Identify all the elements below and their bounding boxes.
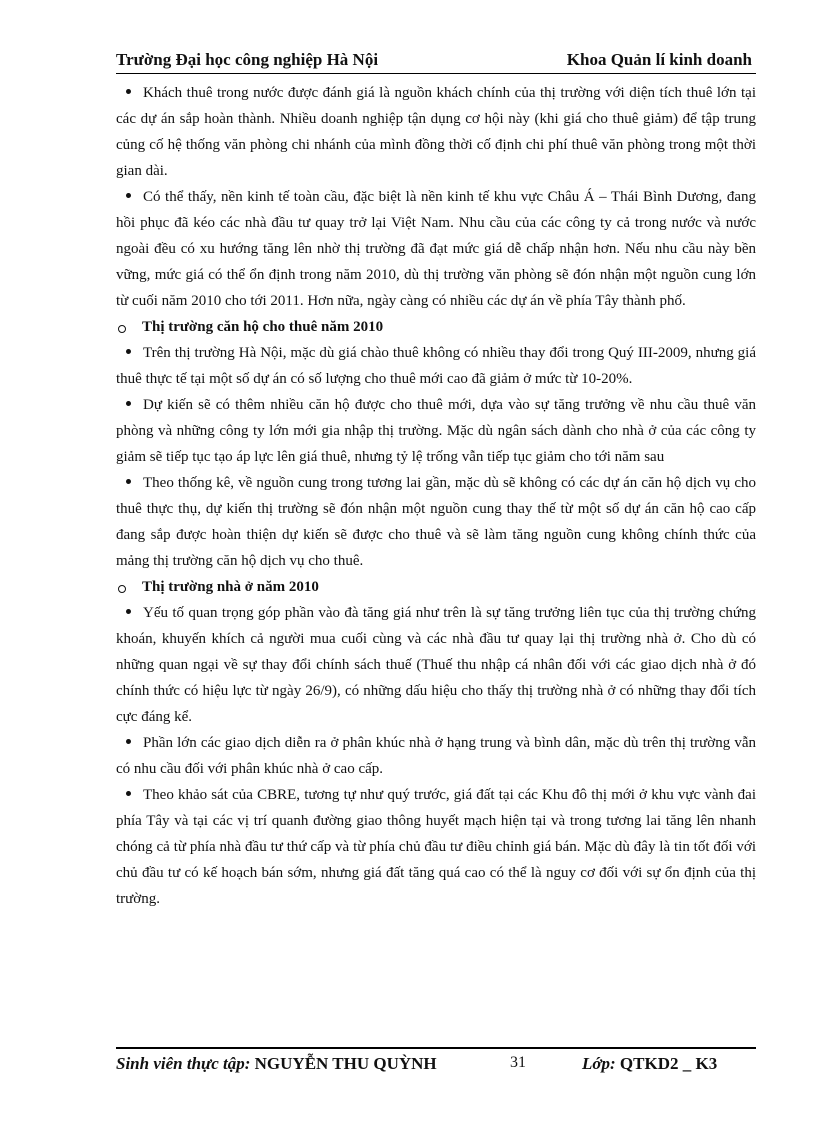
bullet-icon bbox=[126, 479, 131, 484]
section-heading: Thị trường nhà ở năm 2010 bbox=[116, 574, 756, 600]
section-heading: Thị trường căn hộ cho thuê năm 2010 bbox=[116, 314, 756, 340]
bullet-icon bbox=[126, 349, 131, 354]
class-name: QTKD2 _ K3 bbox=[619, 1054, 718, 1073]
class-label: Lớp: bbox=[582, 1054, 616, 1073]
bullet-icon bbox=[126, 193, 131, 198]
paragraph: Yếu tố quan trọng góp phần vào đà tăng giá như trên là sự tăng trưởng liên tục của thị trường chứng khoán, khuyến khích cả người mua cuối cùng và các nhà đầu tư quay lại thị trường nhà ở. Cho dù có những quan ngại về sự thay đổi chính sách thuế (Thuế thu nhập cá nhân đối với các giao dịch nhà ở đó chính thức có hiệu lực từ ngày 26/9), có những dấu hiệu cho thấy thị trường nhà ở có những thay đổi tích cực đáng kể. bbox=[116, 605, 756, 725]
paragraph: Theo khảo sát của CBRE, tương tự như quý trước, giá đất tại các Khu đô thị mới ở khu vực vành đai phía Tây và tại các vị trí quanh đường giao thông huyết mạch hiện tại và trong tương lai tăng lên nhanh chóng cả từ phía nhà đầu tư thứ cấp và từ phía chủ đầu tư điều chỉnh giá bán. Mặc dù đây là tin tốt đối với chủ đầu tư có kế hoạch bán sớm, nhưng giá đất tăng quá cao có thể là nguy cơ đối với sự ổn định của thị trường. bbox=[116, 787, 756, 907]
circle-bullet-icon bbox=[118, 585, 126, 593]
paragraph: Có thể thấy, nền kinh tế toàn cầu, đặc biệt là nền kinh tế khu vực Châu Á – Thái Bình Dương, đang hồi phục đã kéo các nhà đầu tư quay trở lại Việt Nam. Nhu cầu của các công ty cả trong nước và nước ngoài đều có xu hướng tăng lên nhờ thị trường đã đạt mức giá dễ chấp nhận hơn. Nếu nhu cầu này bền vững, mức giá có thể ổn định trong năm 2010, dù thị trường văn phòng sẽ đón nhận một nguồn cung lớn từ cuối năm 2010 cho tới 2011. Hơn nữa, ngày càng có nhiều các dự án về phía Tây thành phố. bbox=[116, 189, 756, 309]
university-name: Trường Đại học công nghiệp Hà Nội bbox=[116, 50, 379, 69]
bullet-icon bbox=[126, 89, 131, 94]
paragraph: Phần lớn các giao dịch diễn ra ở phân khúc nhà ở hạng trung và bình dân, mặc dù trên thị trường vẫn có nhu cầu đối với phân khúc nhà ở cao cấp. bbox=[116, 735, 756, 777]
circle-bullet-icon bbox=[118, 325, 126, 333]
document-body bbox=[116, 80, 756, 912]
paragraph: Trên thị trường Hà Nội, mặc dù giá chào thuê không có nhiều thay đổi trong Quý III-2009, nhưng giá thuê thực tế tại một số dự án có số lượng cho thuê mới cao đã giảm ở mức từ 10-20%. bbox=[116, 345, 756, 387]
bullet-icon bbox=[126, 739, 131, 744]
faculty-name: Khoa Quản lí kinh doanh bbox=[566, 50, 752, 69]
bullet-icon bbox=[126, 401, 131, 406]
footer-divider bbox=[116, 1047, 756, 1049]
class-info bbox=[582, 1054, 717, 1074]
bullet-icon bbox=[126, 791, 131, 796]
page-number: 31 bbox=[510, 1054, 526, 1071]
paragraph: Theo thống kê, về nguồn cung trong tương lai gần, mặc dù sẽ không có các dự án căn hộ dịch vụ cho thuê thực thụ, dự kiến thị trường sẽ đón nhận một nguồn cung thay thế từ một số dự án căn hộ cao cấp đang sắp được hoàn thiện dự kiến sẽ được cho thuê và sẽ làm tăng nguồn cung không chính thức của mảng thị trường căn hộ dịch vụ cho thuê. bbox=[116, 475, 756, 569]
paragraph: Dự kiến sẽ có thêm nhiều căn hộ được cho thuê mới, dựa vào sự tăng trưởng về nhu cầu thuê văn phòng và những công ty lớn mới gia nhập thị trường. Mặc dù ngân sách dành cho nhà ở của các công ty giảm sẽ tiếp tục tạo áp lực lên giá thuê, nhưng tỷ lệ trống vẫn tiếp tục giảm cho tới năm sau bbox=[116, 397, 756, 465]
student-name: NGUYỄN THU QUỲNH bbox=[254, 1054, 437, 1073]
page-header bbox=[116, 50, 756, 74]
header-divider bbox=[116, 73, 756, 74]
page-footer bbox=[116, 1054, 756, 1080]
paragraph: Khách thuê trong nước được đánh giá là nguồn khách chính của thị trường với diện tích thuê lớn tại các dự án sắp hoàn thành. Nhiều doanh nghiệp tận dụng cơ hội này (khi giá cho thuê giảm) để tập trung củng cố hệ thống văn phòng chi nhánh của mình đồng thời cố định chi phí thuê văn phòng trong một thời gian dài. bbox=[116, 85, 756, 179]
bullet-icon bbox=[126, 609, 131, 614]
student-label: Sinh viên thực tập: bbox=[116, 1054, 251, 1073]
